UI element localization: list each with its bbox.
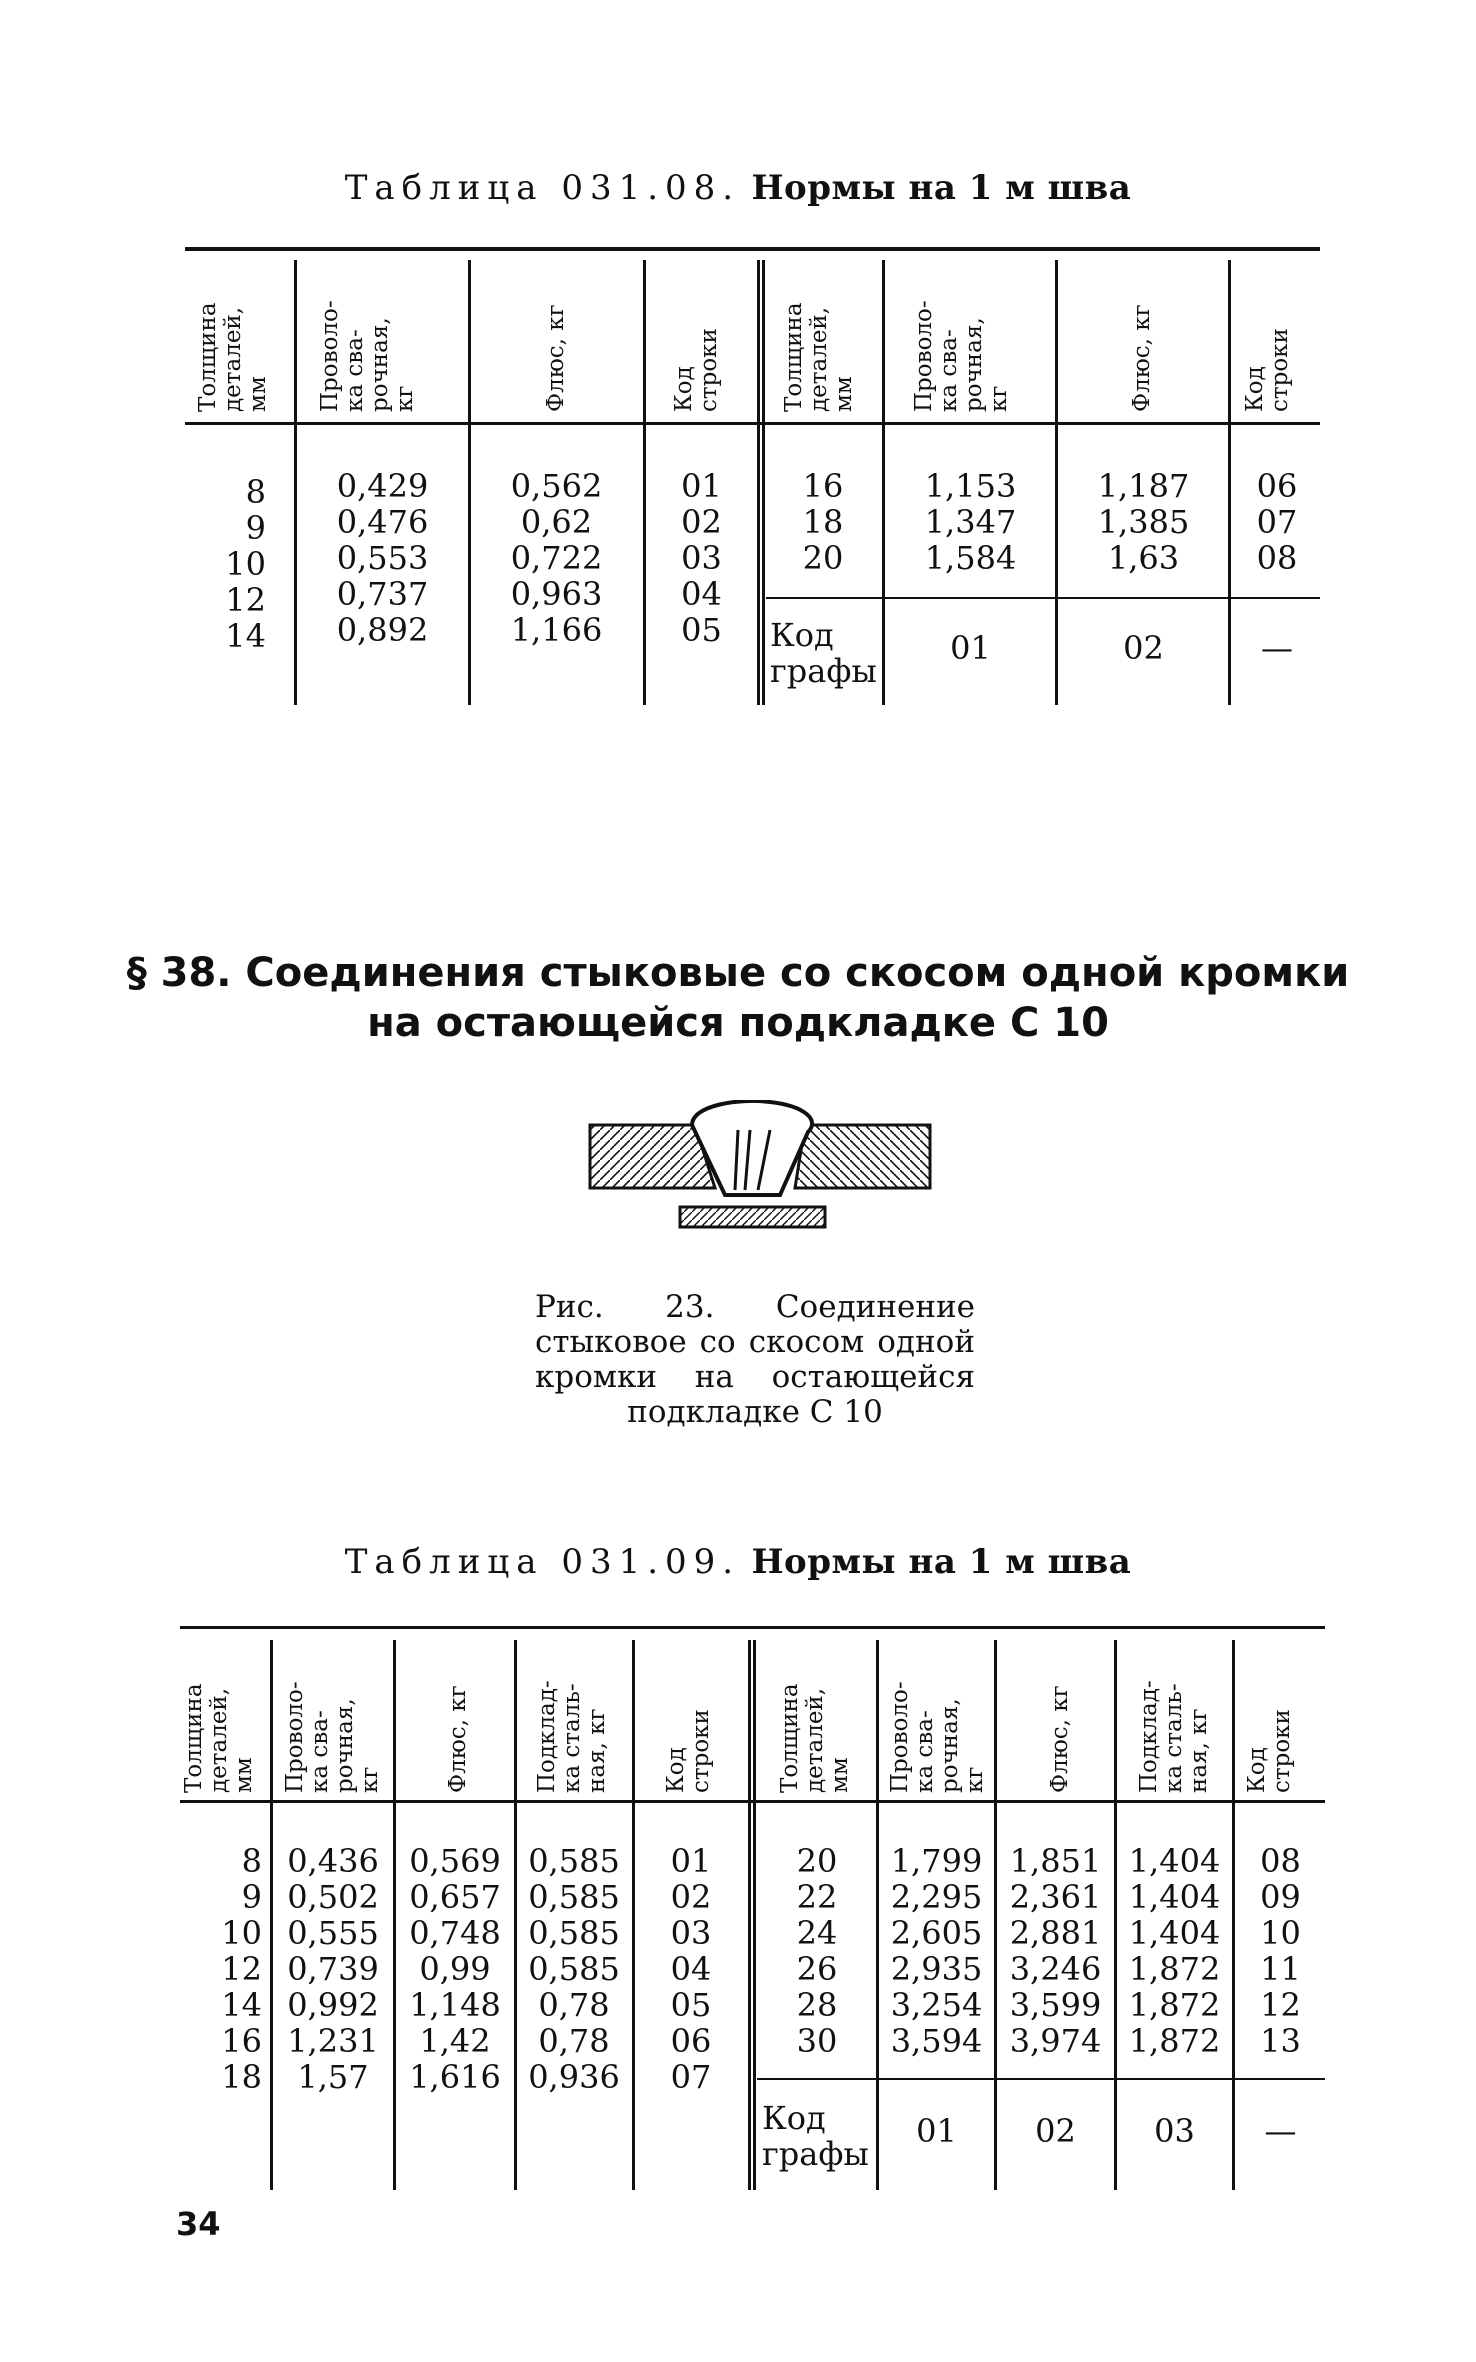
table2-header-backing-2: Подклад- ка сталь- ная, кг — [1136, 1680, 1212, 1793]
table1-col-rule — [294, 260, 297, 705]
table1-thickness-values: 8 9 10 12 14 — [225, 473, 266, 655]
table2-wire-values: 0,436 0,502 0,555 0,739 0,992 1,231 1,57 — [287, 1842, 379, 2096]
section-title-line1: § 38. Соединения стыковые со скосом одной кромки — [126, 950, 1350, 996]
table2-graph-rule — [757, 2078, 1325, 2080]
table2-col-rule — [514, 1640, 517, 2190]
table1-header-wire: Проволо- ка сва- рочная, кг — [317, 300, 418, 412]
section-title-line2: на остающейся подкладке С 10 — [367, 1000, 1109, 1046]
table1-wire-values-2: 1,153 1,347 1,584 — [924, 467, 1017, 577]
table2-col-rule — [876, 1640, 879, 2190]
table2-backing-values: 0,585 0,585 0,585 0,585 0,78 0,78 0,936 — [528, 1842, 620, 2096]
table2-top-rule — [180, 1626, 1325, 1629]
table1-header-rule — [185, 422, 1320, 425]
table2-code-values: 01 02 03 04 05 06 07 — [670, 1842, 712, 2096]
table1-code-values: 01 02 03 04 05 — [681, 467, 722, 649]
weld-joint-figure — [580, 1100, 940, 1250]
table2-header-code: Код строки — [663, 1709, 714, 1793]
table1-caption — [0, 168, 1476, 208]
table1-graph-code-code: — — [1261, 629, 1293, 667]
table2-col-rule — [1114, 1640, 1117, 2190]
table2-label: Таблица 031.09. — [344, 1542, 741, 1582]
table2-header-wire: Проволо- ка сва- рочная, кг — [282, 1681, 383, 1793]
table2-code-values-2: 08 09 10 11 12 13 — [1260, 1842, 1301, 2060]
table2-graph-code-code: — — [1264, 2112, 1297, 2150]
table1-col-rule — [643, 260, 646, 705]
table1-col-rule — [1055, 260, 1058, 705]
table1-title: Нормы на 1 м шва — [751, 168, 1132, 208]
table1-flux-values: 0,562 0,62 0,722 0,963 1,166 — [510, 467, 603, 649]
table2-caption — [0, 1542, 1476, 1582]
table1-label: Таблица 031.08. — [344, 168, 741, 208]
table1-header-thickness: Толщина деталей, мм — [195, 302, 271, 412]
table1-wire-values: 0,429 0,476 0,553 0,737 0,892 — [336, 467, 429, 649]
page-number: 34 — [176, 2205, 221, 2243]
table1-top-rule — [185, 247, 1320, 251]
table2-header-flux: Флюс, кг — [445, 1685, 471, 1793]
table2-col-rule — [994, 1640, 997, 2190]
table2-header-thickness: Толщина деталей, мм — [181, 1683, 257, 1793]
table2-title: Нормы на 1 м шва — [751, 1542, 1132, 1582]
table1-header-thickness-2: Толщина деталей, мм — [781, 302, 857, 412]
table1-graph-code-flux: 02 — [1123, 629, 1164, 667]
table1-col-rule — [468, 260, 471, 705]
table2-header-wire-2: Проволо- ка сва- рочная, кг — [887, 1681, 988, 1793]
table2-wire-values-2: 1,799 2,295 2,605 2,935 3,254 3,594 — [890, 1842, 983, 2060]
table2-header-flux-2: Флюс, кг — [1047, 1685, 1073, 1793]
table2-header-thickness-2: Толщина деталей, мм — [777, 1683, 853, 1793]
table1-header-code: Код строки — [671, 328, 722, 412]
table2-backing-values-2: 1,404 1,404 1,404 1,872 1,872 1,872 — [1128, 1842, 1221, 2060]
table2-header-code-2: Код строки — [1244, 1709, 1295, 1793]
table1-col-rule — [882, 260, 885, 705]
table2-header-backing: Подклад- ка сталь- ная, кг — [534, 1680, 610, 1793]
table2-center-rule — [748, 1640, 756, 2190]
table1-flux-values-2: 1,187 1,385 1,63 — [1097, 467, 1190, 577]
table2-col-rule — [632, 1640, 635, 2190]
table1-graph-code-label: Код графы — [770, 616, 877, 690]
table2-thickness-values: 8 9 10 12 14 16 18 — [221, 1842, 262, 2096]
figure-caption: Рис. 23. Соединение стыковое со скосом одной кромки на остающейся подкладке С 10 — [535, 1289, 975, 1430]
table2-col-rule — [270, 1640, 273, 2190]
table1-graph-rule — [766, 597, 1320, 599]
table2-flux-values-2: 1,851 2,361 2,881 3,246 3,599 3,974 — [1009, 1842, 1102, 2060]
table1-header-flux-2: Флюс, кг — [1129, 304, 1155, 412]
table2-thickness-values-2: 20 22 24 26 28 30 — [796, 1842, 838, 2060]
table1-thickness-values-2: 16 18 20 — [802, 467, 844, 577]
table1-col-rule — [1228, 260, 1231, 705]
table1-center-rule — [757, 260, 765, 705]
table2-graph-code-backing: 03 — [1154, 2112, 1195, 2150]
table2-col-rule — [1232, 1640, 1235, 2190]
table2-graph-code-wire: 01 — [916, 2112, 957, 2150]
table1-code-values-2: 06 07 08 — [1256, 467, 1298, 577]
table1-header-code-2: Код строки — [1242, 328, 1293, 412]
table1-header-wire-2: Проволо- ка сва- рочная, кг — [911, 300, 1012, 412]
table1-header-flux: Флюс, кг — [543, 304, 569, 412]
table2-graph-code-label: Код графы — [762, 2099, 869, 2173]
table2-graph-code-flux: 02 — [1035, 2112, 1076, 2150]
table1-graph-code-wire: 01 — [950, 629, 991, 667]
table2-flux-values: 0,569 0,657 0,748 0,99 1,148 1,42 1,616 — [409, 1842, 501, 2096]
table2-col-rule — [393, 1640, 396, 2190]
